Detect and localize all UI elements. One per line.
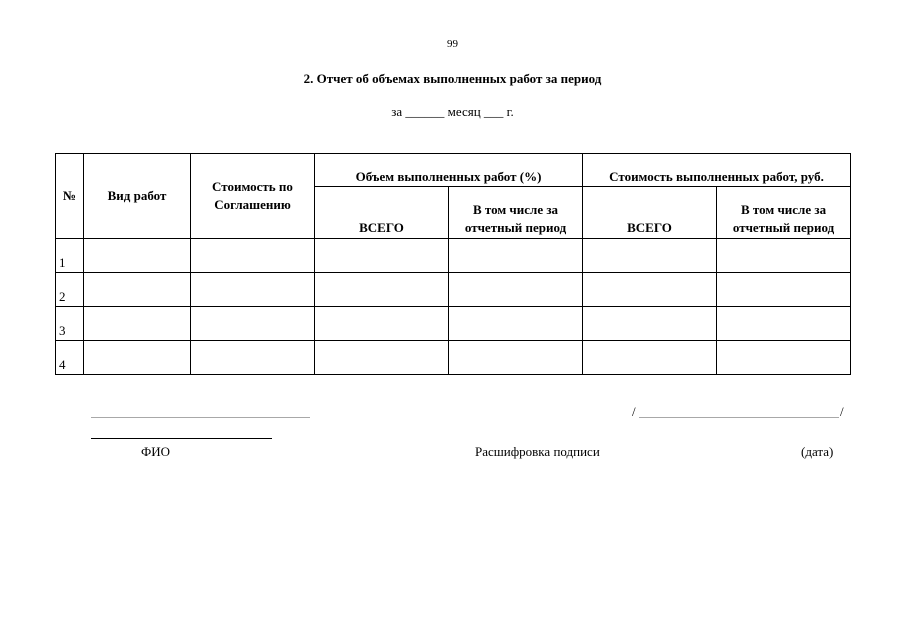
- row-number: 4: [56, 341, 84, 375]
- cell-volume-period[interactable]: [449, 307, 583, 341]
- cell-volume-total[interactable]: [315, 273, 449, 307]
- header-cost-period: В том числе за отчетный период: [717, 187, 851, 239]
- slash-right: /: [840, 404, 844, 419]
- table-row: [56, 273, 851, 307]
- cell-cost-total[interactable]: [583, 307, 717, 341]
- cell-volume-total[interactable]: [315, 341, 449, 375]
- cell-cost-period[interactable]: [717, 307, 851, 341]
- cell-cost-total[interactable]: [583, 239, 717, 273]
- cell-work-type[interactable]: [84, 341, 191, 375]
- cell-work-type[interactable]: [84, 307, 191, 341]
- cell-volume-period[interactable]: [449, 239, 583, 273]
- page-number: 99: [447, 38, 458, 50]
- cell-cost-agreement[interactable]: [191, 341, 315, 375]
- caption-signature-decode: Расшифровка подписи: [475, 444, 600, 459]
- row-number: 2: [56, 273, 84, 307]
- caption-name: ФИО: [141, 444, 171, 459]
- cell-cost-agreement[interactable]: [191, 307, 315, 341]
- table-row: [56, 239, 851, 273]
- cell-cost-total[interactable]: [583, 341, 717, 375]
- slash-left: /: [632, 404, 636, 419]
- cell-cost-period[interactable]: [717, 239, 851, 273]
- name-line[interactable]: [91, 438, 272, 439]
- cell-volume-period[interactable]: [449, 341, 583, 375]
- header-volume-total: ВСЕГО: [315, 187, 449, 239]
- header-cost-group: Стоимость выполненных работ, руб.: [583, 154, 851, 187]
- header-work-type: Вид работ: [84, 154, 191, 239]
- cell-work-type[interactable]: [84, 239, 191, 273]
- cell-cost-agreement[interactable]: [191, 273, 315, 307]
- decode-line[interactable]: [639, 417, 839, 418]
- header-volume-group: Объем выполненных работ (%): [315, 154, 583, 187]
- caption-date: (дата): [801, 444, 834, 459]
- cell-cost-period[interactable]: [717, 341, 851, 375]
- report-table: [55, 153, 851, 375]
- row-number: 3: [56, 307, 84, 341]
- header-number: №: [56, 154, 84, 239]
- cell-work-type[interactable]: [84, 273, 191, 307]
- cell-cost-period[interactable]: [717, 273, 851, 307]
- header-volume-period: В том числе за отчетный период: [449, 187, 583, 239]
- header-cost-total: ВСЕГО: [583, 187, 717, 239]
- row-number: 1: [56, 239, 84, 273]
- cell-volume-period[interactable]: [449, 273, 583, 307]
- cell-volume-total[interactable]: [315, 307, 449, 341]
- cell-cost-agreement[interactable]: [191, 239, 315, 273]
- table-row: [56, 341, 851, 375]
- cell-cost-total[interactable]: [583, 273, 717, 307]
- header-cost-agreement: Стоимость по Соглашению: [191, 154, 315, 239]
- report-title: 2. Отчет об объемах выполненных работ за период: [303, 71, 602, 86]
- cell-volume-total[interactable]: [315, 239, 449, 273]
- signature-line[interactable]: [91, 417, 310, 418]
- table-row: [56, 307, 851, 341]
- period-line: за ______ месяц ___ г.: [391, 104, 514, 119]
